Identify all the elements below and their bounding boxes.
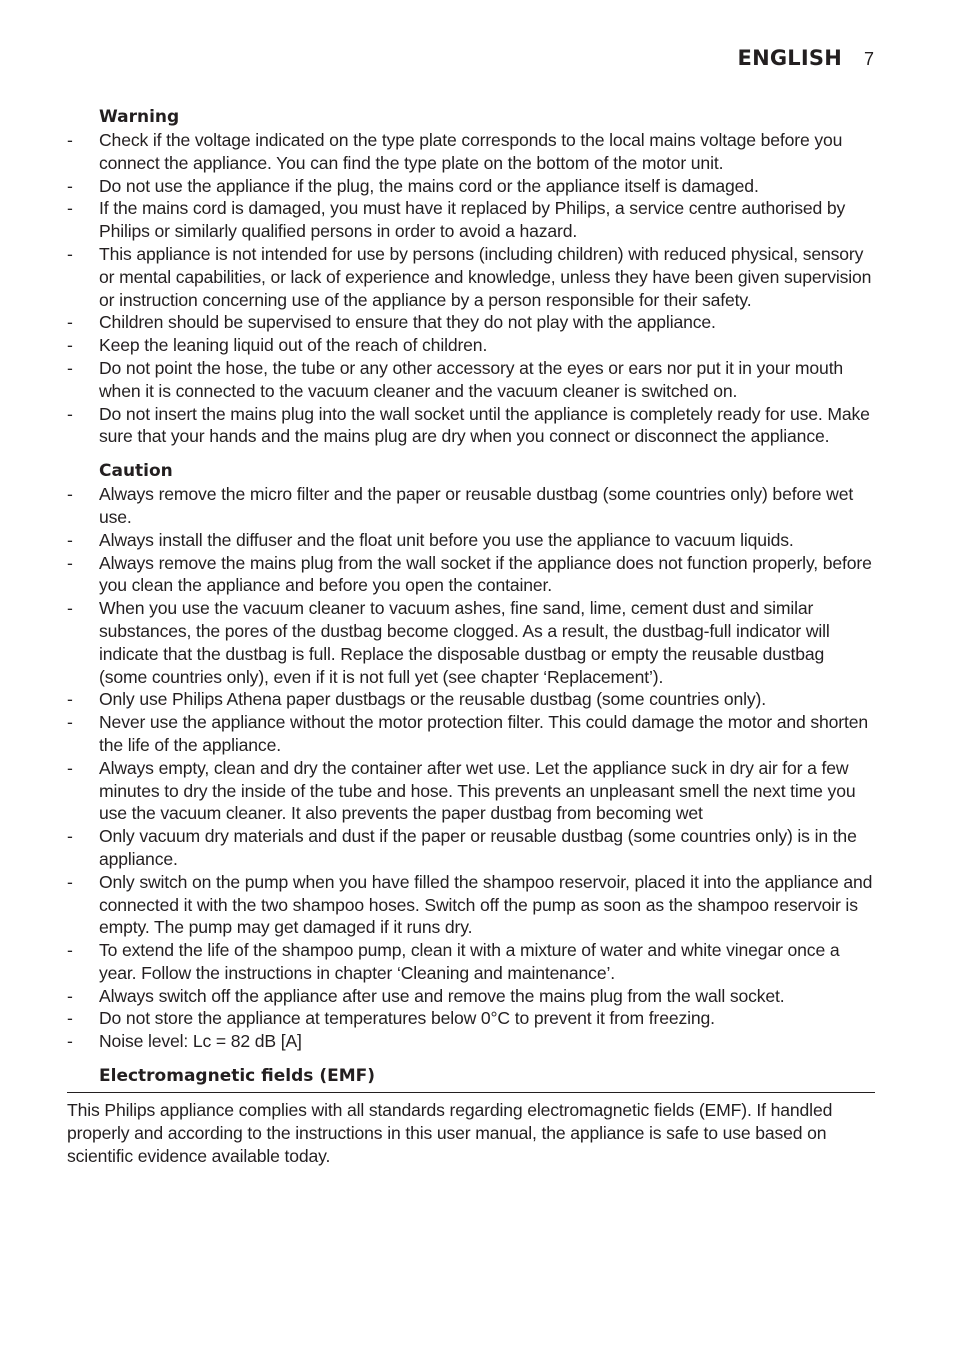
list-item-text: Always empty, clean and dry the container after wet use. Let the appliance suck in dry air for a few minutes to dry the inside of the tube and hose. This prevents an unpleasant smell the next time you use the vacuum cleaner. It also prevents the paper dustbag from becoming wet bbox=[99, 757, 856, 824]
bullet-dash: - bbox=[67, 484, 73, 505]
document-body bbox=[67, 106, 875, 1180]
emf-heading: Electromagnetic fields (EMF) bbox=[99, 1066, 376, 1087]
list-item bbox=[67, 871, 875, 939]
list-item-text: Do not insert the mains plug into the wall socket until the appliance is completely ready for use. Make sure that your hands and the mains plug are dry when you connect or disconnect the appliance. bbox=[99, 403, 870, 447]
list-item bbox=[67, 334, 875, 357]
list-item bbox=[67, 711, 875, 757]
list-item-text: Only vacuum dry materials and dust if the paper or reusable dustbag (some countries only) is in the appliance. bbox=[99, 826, 857, 869]
list-item-text: This appliance is not intended for use by persons (including children) with reduced physical, sensory or mental capabilities, or lack of experience and knowledge, unless they have been given supervision or instruction concerning use of the appliance by a person responsible for their safety. bbox=[99, 243, 872, 310]
bullet-dash: - bbox=[67, 757, 73, 778]
list-item bbox=[67, 483, 875, 529]
emf-section bbox=[67, 1065, 875, 1168]
bullet-dash: - bbox=[67, 357, 73, 378]
list-item-text: Children should be supervised to ensure that they do not play with the appliance. bbox=[99, 312, 716, 333]
warning-list bbox=[67, 129, 875, 448]
bullet-dash: - bbox=[67, 312, 73, 333]
list-item-text: Check if the voltage indicated on the type plate corresponds to the local mains voltage before you connect the appliance. You can find the type plate on the bottom of the motor unit. bbox=[99, 130, 843, 173]
language-label: ENGLISH bbox=[737, 46, 842, 70]
list-item bbox=[67, 1007, 875, 1030]
list-item-text: Only use Philips Athena paper dustbags or the reusable dustbag (some countries only). bbox=[99, 689, 766, 710]
bullet-dash: - bbox=[67, 940, 73, 961]
list-item bbox=[67, 243, 875, 311]
list-item bbox=[67, 688, 875, 711]
list-item-text: Always switch off the appliance after use and remove the mains plug from the wall socket. bbox=[99, 985, 785, 1006]
caution-section bbox=[67, 460, 875, 1053]
list-item-text: Always remove the mains plug from the wall socket if the appliance does not function properly, before you clean the appliance and before you open the container. bbox=[99, 552, 872, 596]
list-item-text: Do not point the hose, the tube or any other accessory at the eyes or ears nor put it in your mouth when it is connected to the vacuum cleaner and the vacuum cleaner is switched on. bbox=[99, 357, 844, 401]
list-item bbox=[67, 1030, 875, 1053]
bullet-dash: - bbox=[67, 403, 73, 424]
bullet-dash: - bbox=[67, 130, 73, 150]
bullet-dash: - bbox=[67, 712, 73, 733]
emf-paragraph: This Philips appliance complies with all standards regarding electromagnetic fields (EMF). If handled properly and according to the instructions in this user manual, the appliance is safe to use based on scientific evidence available today. bbox=[67, 1100, 833, 1167]
list-item-text: Always install the diffuser and the float unit before you use the appliance to vacuum liquids. bbox=[99, 529, 794, 550]
list-item-text: To extend the life of the shampoo pump, clean it with a mixture of water and white vinegar once a year. Follow the instructions in chapter ‘Cleaning and maintenance’. bbox=[99, 940, 840, 983]
bullet-dash: - bbox=[67, 1008, 73, 1029]
emf-heading-rule bbox=[67, 1065, 875, 1093]
list-item-text: Keep the leaning liquid out of the reach of children. bbox=[99, 335, 488, 356]
caution-heading: Caution bbox=[99, 461, 173, 482]
bullet-dash: - bbox=[67, 243, 73, 264]
list-item bbox=[67, 597, 875, 688]
list-item-text: Always remove the micro filter and the paper or reusable dustbag (some countries only) before wet use. bbox=[99, 484, 854, 527]
list-item-text: Only switch on the pump when you have filled the shampoo reservoir, placed it into the appliance and connected it with the two shampoo hoses. Switch off the pump as soon as the shampoo reservoir is empty. The pump may get damaged if it runs dry. bbox=[99, 871, 873, 938]
list-item bbox=[67, 357, 875, 403]
list-item-text: Never use the appliance without the motor protection filter. This could damage the motor and shorten the life of the appliance. bbox=[99, 712, 869, 755]
list-item bbox=[67, 175, 875, 198]
bullet-dash: - bbox=[67, 1031, 73, 1052]
caution-list bbox=[67, 483, 875, 1053]
list-item bbox=[67, 757, 875, 825]
list-item bbox=[67, 129, 875, 175]
bullet-dash: - bbox=[67, 175, 73, 196]
bullet-dash: - bbox=[67, 598, 73, 619]
page-header bbox=[738, 46, 874, 70]
bullet-dash: - bbox=[67, 198, 73, 219]
bullet-dash: - bbox=[67, 529, 73, 550]
list-item-text: Do not store the appliance at temperatures below 0°C to prevent it from freezing. bbox=[99, 1008, 715, 1029]
list-item bbox=[67, 825, 875, 871]
list-item-text: When you use the vacuum cleaner to vacuum ashes, fine sand, lime, cement dust and similar substances, the pores of the dustbag become clogged. As a result, the dustbag-full indicator will indicate that the dustbag is full. Replace the disposable dustbag or empty the reusable dustbag (some countries only), even if it is not full yet (see chapter ‘Replacement’). bbox=[99, 598, 830, 687]
bullet-dash: - bbox=[67, 335, 73, 356]
bullet-dash: - bbox=[67, 689, 73, 710]
list-item-text: Do not use the appliance if the plug, the mains cord or the appliance itself is damaged. bbox=[99, 175, 759, 196]
list-item-text: If the mains cord is damaged, you must have it replaced by Philips, a service centre authorised by Philips or similarly qualified persons in order to avoid a hazard. bbox=[99, 198, 846, 242]
list-item bbox=[67, 529, 875, 552]
list-item-text: Noise level: Lc = 82 dB [A] bbox=[99, 1031, 302, 1052]
bullet-dash: - bbox=[67, 552, 73, 573]
list-item bbox=[67, 311, 875, 334]
warning-heading: Warning bbox=[99, 107, 180, 127]
bullet-dash: - bbox=[67, 985, 73, 1006]
warning-section bbox=[67, 106, 875, 448]
page-number: 7 bbox=[863, 49, 874, 69]
bullet-dash: - bbox=[67, 826, 73, 847]
list-item bbox=[67, 552, 875, 598]
list-item bbox=[67, 939, 875, 985]
bullet-dash: - bbox=[67, 871, 73, 892]
list-item bbox=[67, 403, 875, 449]
list-item bbox=[67, 197, 875, 243]
list-item bbox=[67, 985, 875, 1008]
